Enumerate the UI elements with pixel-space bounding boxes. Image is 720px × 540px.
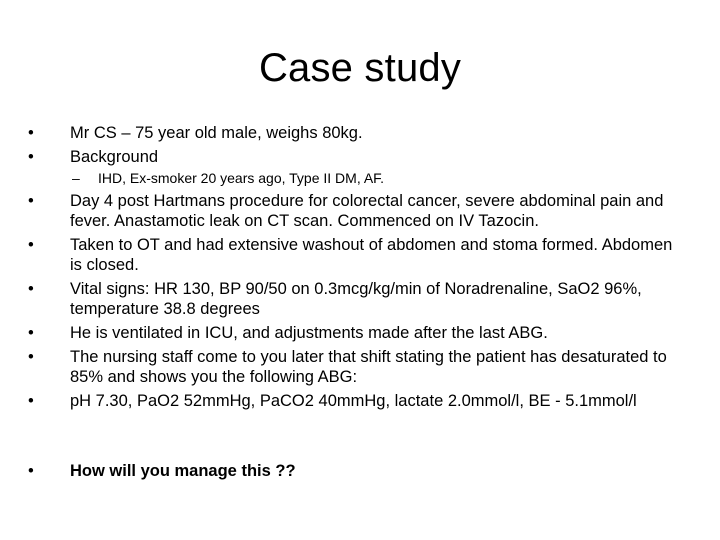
bullet-text: Day 4 post Hartmans procedure for colorectal cancer, severe abdominal pain and fever. Anastamotic leak on CT scan. Commenced on IV Tazocin. bbox=[70, 192, 664, 230]
bullet-item bbox=[28, 347, 678, 387]
bullet-text: The nursing staff come to you later that shift stating the patient has desaturated to 85% and shows you the following ABG: bbox=[70, 348, 667, 386]
sub-bullet-item bbox=[28, 169, 678, 187]
bullet-list bbox=[28, 123, 678, 485]
bullet-item bbox=[28, 323, 678, 343]
bullet-text: Vital signs: HR 130, BP 90/50 on 0.3mcg/kg/min of Noradrenaline, SaO2 96%, temperature 38.8 degrees bbox=[70, 280, 642, 318]
bullet-text: pH 7.30, PaO2 52mmHg, PaCO2 40mmHg, lactate 2.0mmol/l, BE - 5.1mmol/l bbox=[70, 392, 637, 410]
bullet-text-question: How will you manage this ?? bbox=[70, 462, 296, 480]
bullet-item bbox=[28, 391, 678, 411]
bullet-icon: • bbox=[28, 324, 34, 342]
bullet-icon: • bbox=[28, 236, 34, 254]
bullet-item bbox=[28, 461, 678, 481]
bullet-icon: • bbox=[28, 148, 34, 166]
bullet-item bbox=[28, 235, 678, 275]
bullet-item bbox=[28, 123, 678, 143]
bullet-icon: • bbox=[28, 348, 34, 366]
bullet-item bbox=[28, 191, 678, 231]
bullet-text: He is ventilated in ICU, and adjustments made after the last ABG. bbox=[70, 324, 548, 342]
dash-icon: – bbox=[72, 170, 80, 186]
bullet-item bbox=[28, 147, 678, 167]
bullet-text: Taken to OT and had extensive washout of abdomen and stoma formed. Abdomen is closed. bbox=[70, 236, 673, 274]
bullet-text: Background bbox=[70, 148, 159, 166]
bullet-icon: • bbox=[28, 280, 34, 298]
bullet-text: Mr CS – 75 year old male, weighs 80kg. bbox=[70, 124, 363, 142]
bullet-icon: • bbox=[28, 124, 34, 142]
bullet-item bbox=[28, 279, 678, 319]
bullet-icon: • bbox=[28, 392, 34, 410]
bullet-icon: • bbox=[28, 192, 34, 210]
sub-bullet-text: IHD, Ex-smoker 20 years ago, Type II DM, AF. bbox=[98, 170, 385, 186]
bullet-icon: • bbox=[28, 462, 34, 480]
slide-title: Case study bbox=[258, 46, 462, 90]
